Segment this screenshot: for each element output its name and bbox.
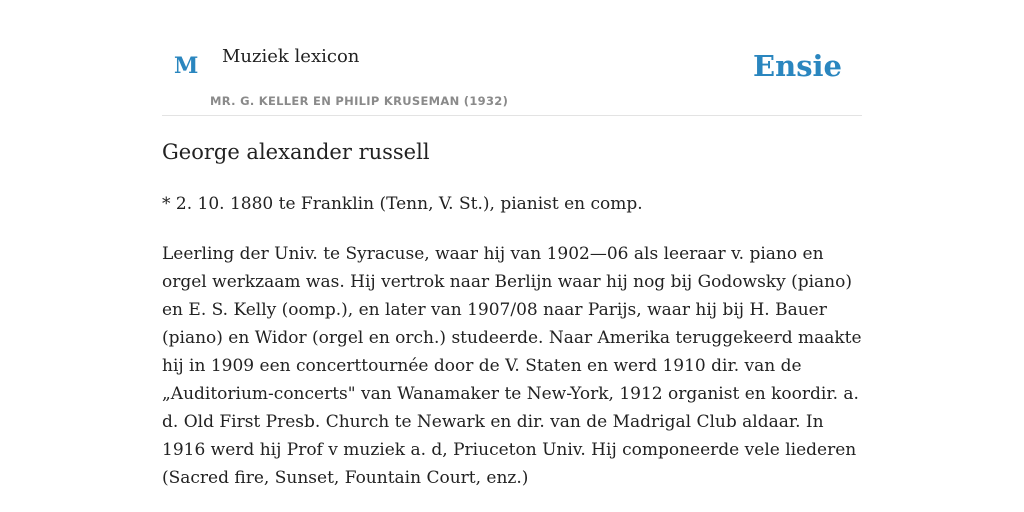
entry-subtitle: * 2. 10. 1880 te Franklin (Tenn, V. St.), pianist en comp. xyxy=(162,194,643,214)
source-author: MR. G. KELLER EN PHILIP KRUSEMAN (1932) xyxy=(210,94,509,108)
source-header xyxy=(162,0,862,116)
source-title-link[interactable]: Muziek lexicon xyxy=(222,46,360,67)
page xyxy=(162,0,862,488)
ensie-logo-link[interactable]: Ensie xyxy=(753,49,842,83)
entry-title: George alexander russell xyxy=(162,140,430,164)
entry-body: Leerling der Univ. te Syracuse, waar hij van 1902—06 als leeraar v. piano en orgel werkzaam was. Hij vertrok naar Berlijn waar hij nog bij Godowsky (piano) en E. S. Kelly (oomp.), en later van 1907/08 naar Parijs, waar hij bij H. Bauer (piano) en Widor (orgel en orch.) studeerde. Naar Amerika teruggekeerd maakte hij in 1909 een concerttournée door de V. Staten en werd 1910 dir. van de „Auditorium-concerts" van Wanamaker te New-York, 1912 organist en koordir. a. d. Old First Presb. Church te Newark en dir. van de Madrigal Club aldaar. In 1916 werd hij Prof v muziek a. d, Priuceton Univ. Hij componeerde vele liederen (Sacred fire, Sunset, Fountain Court, enz.) xyxy=(162,244,862,488)
source-logo[interactable]: M xyxy=(174,53,199,79)
